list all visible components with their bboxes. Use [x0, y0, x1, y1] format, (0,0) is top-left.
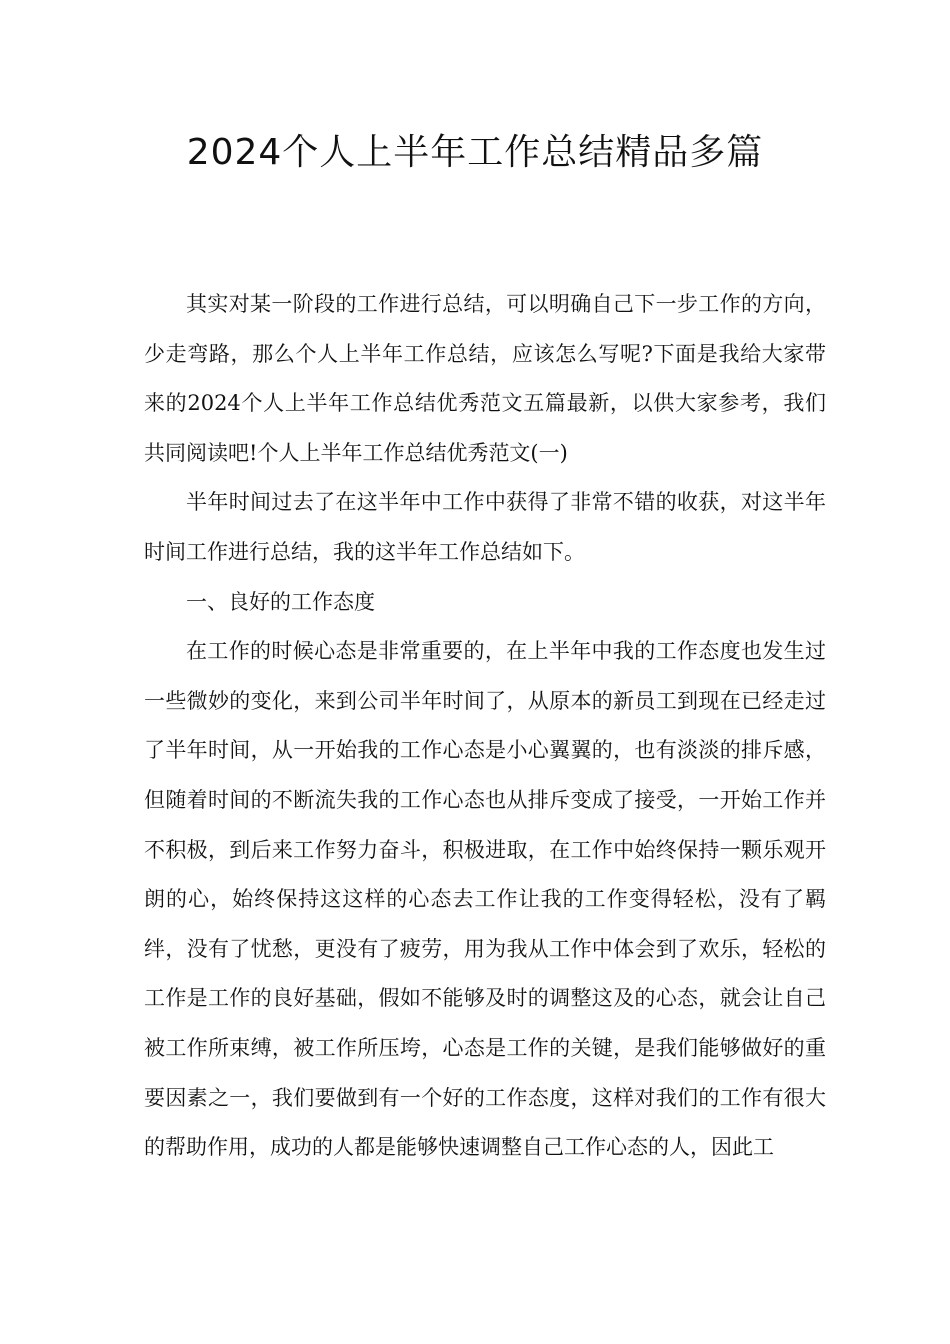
document-body — [144, 280, 826, 1173]
paragraph-summary-overview: 半年时间过去了在这半年中工作中获得了非常不错的收获，对这半年时间工作进行总结，我的这半年工作总结如下。 — [144, 490, 826, 564]
document-title: 2024个人上半年工作总结精品多篇 — [186, 132, 764, 173]
section-heading-work-attitude: 一、良好的工作态度 — [186, 589, 375, 614]
paragraph-work-attitude: 在工作的时候心态是非常重要的，在上半年中我的工作态度也发生过一些微妙的变化，来到公司半年时间了，从原本的新员工到现在已经走过了半年时间，从一开始我的工作心态是小心翼翼的，也有淡淡的排斥感，但随着时间的不断流失我的工作心态也从排斥变成了接受，一开始工作并不积极，到后来工作努力奋斗，积极进取，在工作中始终保持一颗乐观开朗的心，始终保持这这样的心态去工作让我的工作变得轻松，没有了羁绊，没有了忧愁，更没有了疲劳，用为我从工作中体会到了欢乐，轻松的工作是工作的良好基础，假如不能够及时的调整这及的心态，就会让自己被工作所束缚，被工作所压垮，心态是工作的关键，是我们能够做好的重要因素之一，我们要做到有一个好的工作态度，这样对我们的工作有很大的帮助作用，成功的人都是能够快速调整自己工作心态的人，因此工 — [144, 639, 826, 1160]
paragraph-intro: 其实对某一阶段的工作进行总结，可以明确自己下一步工作的方向，少走弯路，那么个人上半年工作总结，应该怎么写呢?下面是我给大家带来的2024个人上半年工作总结优秀范文五篇最新，以供大家参考，我们共同阅读吧!个人上半年工作总结优秀范文(一) — [144, 292, 826, 465]
